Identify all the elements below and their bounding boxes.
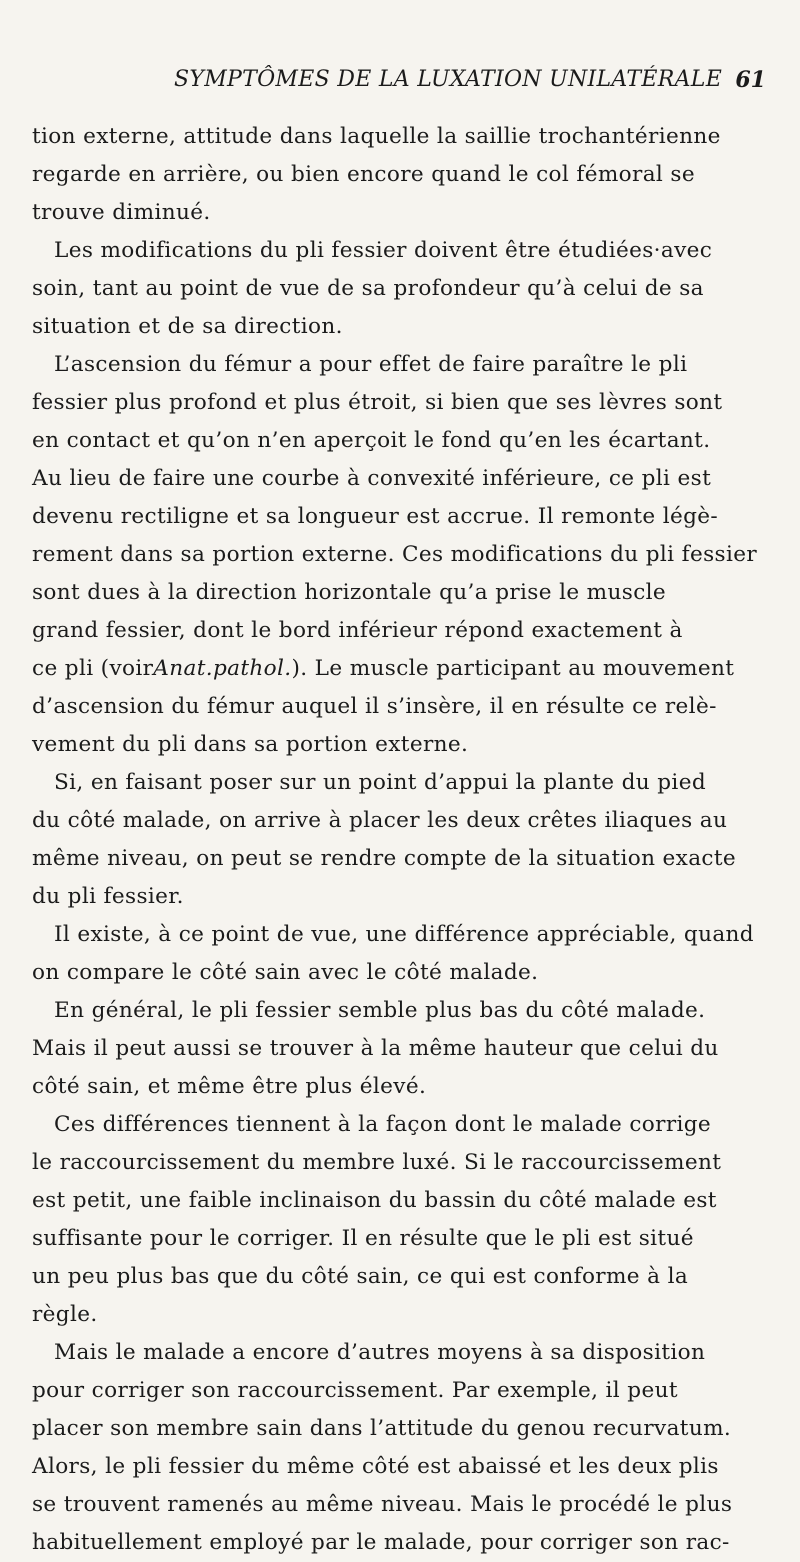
text-line: grand fessier, dont le bord inférieur répond exactement à — [32, 618, 683, 643]
text-line: est petit, une faible inclinaison du bassin du côté malade est — [32, 1188, 717, 1213]
page-header — [32, 0, 770, 118]
page-number: 61 — [735, 67, 766, 93]
text-line: soin, tant au point de vue de sa profondeur qu’à celui de sa — [32, 276, 704, 301]
text-line: Si, en faisant poser sur un point d’appui la plante du pied — [54, 770, 706, 795]
text-line: situation et de sa direction. — [32, 314, 343, 339]
text-line: côté sain, et même être plus élevé. — [32, 1074, 427, 1099]
text-line: règle. — [32, 1302, 98, 1327]
text-line: tion externe, attitude dans laquelle la saillie trochantérienne — [32, 124, 721, 149]
text-line: Ces différences tiennent à la façon dont le malade corrige — [54, 1112, 712, 1137]
text-line: Alors, le pli fessier du même côté est abaissé et les deux plis — [32, 1454, 719, 1479]
text-line: trouve diminué. — [32, 200, 211, 225]
text-line: regarde en arrière, ou bien encore quand le col fémoral se — [32, 162, 695, 187]
text-fragment: ce pli (voirAnat.pathol.). Le muscle participant au mouvement — [32, 650, 734, 688]
text-line: même niveau, on peut se rendre compte de la situation exacte — [32, 846, 737, 871]
text-line: d’ascension du fémur auquel il s’insère, il en résulte ce relè- — [32, 694, 717, 719]
text-line: on compare le côté sain avec le côté malade. — [32, 960, 539, 985]
text-line: suffisante pour le corriger. Il en résulte que le pli est situé — [32, 1226, 694, 1251]
text-line: fessier plus profond et plus étroit, si bien que ses lèvres sont — [32, 390, 723, 415]
text-line: Au lieu de faire une courbe à convexité inférieure, ce pli est — [32, 466, 712, 491]
running-title: SYMPTÔMES DE LA LUXATION UNILATÉRALE — [174, 67, 723, 92]
text-line: Mais le malade a encore d’autres moyens à sa disposition — [54, 1340, 706, 1365]
body-text — [32, 118, 770, 1562]
text-line: placer son membre sain dans l’attitude du genou recurvatum. — [32, 1416, 732, 1441]
text-line: En général, le pli fessier semble plus bas du côté malade. — [54, 998, 706, 1023]
text-line: vement du pli dans sa portion externe. — [32, 732, 469, 757]
text-line: devenu rectiligne et sa longueur est accrue. Il remonte légè- — [32, 504, 719, 529]
citation-italic: Anat.pathol. — [153, 656, 292, 681]
text-line — [32, 650, 770, 688]
text-line: L’ascension du fémur a pour effet de faire paraître le pli — [54, 352, 688, 377]
text-line: un peu plus bas que du côté sain, ce qui est conforme à la — [32, 1264, 689, 1289]
text-line: se trouvent ramenés au même niveau. Mais le procédé le plus — [32, 1492, 733, 1517]
text-line: habituellement employé par le malade, pour corriger son rac- — [32, 1530, 730, 1555]
text-line: du pli fessier. — [32, 884, 184, 909]
text-line: Il existe, à ce point de vue, une différence appréciable, quand — [54, 922, 754, 947]
text-line: en contact et qu’on n’en aperçoit le fond qu’en les écartant. — [32, 428, 711, 453]
text-line: pour corriger son raccourcissement. Par exemple, il peut — [32, 1378, 678, 1403]
text-line: du côté malade, on arrive à placer les deux crêtes iliaques au — [32, 808, 728, 833]
text-line: Mais il peut aussi se trouver à la même hauteur que celui du — [32, 1036, 719, 1061]
text-line: sont dues à la direction horizontale qu’a prise le muscle — [32, 580, 667, 605]
text-line: le raccourcissement du membre luxé. Si le raccourcissement — [32, 1150, 722, 1175]
text-line: Les modifications du pli fessier doivent être étudiées·avec — [54, 238, 713, 263]
text-line: rement dans sa portion externe. Ces modifications du pli fessier — [32, 542, 758, 567]
